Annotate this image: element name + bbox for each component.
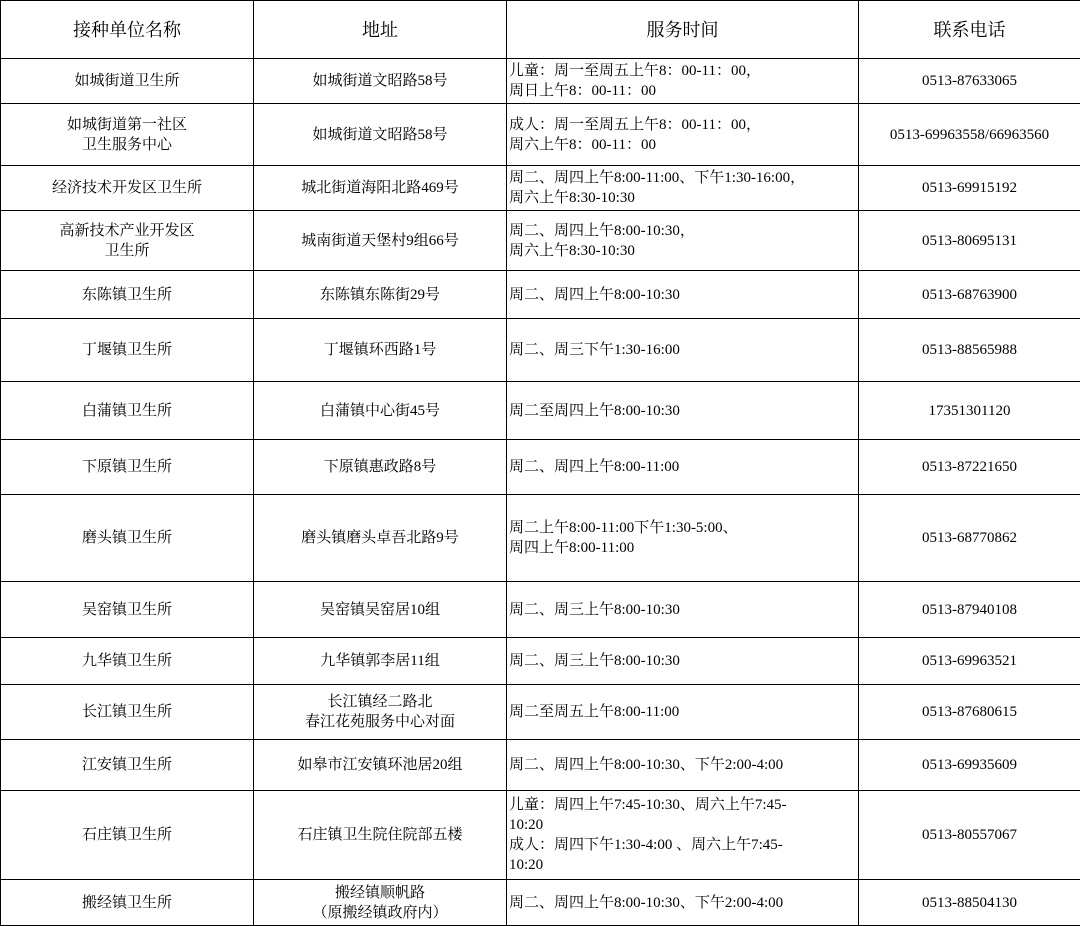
header-site-name: 接种单位名称	[1, 1, 254, 59]
service-time-line: 周日上午8：00-11：00	[509, 81, 856, 101]
site-name-line: 搬经镇卫生所	[3, 893, 251, 913]
table-row	[1, 319, 1080, 382]
address-cell	[254, 638, 507, 685]
address-line: （原搬经镇政府内）	[256, 903, 504, 923]
site-name-line: 卫生所	[3, 241, 251, 261]
address-line: 吴窑镇吴窑居10组	[256, 600, 504, 620]
table-row	[1, 440, 1080, 495]
service-time-cell	[507, 582, 859, 638]
service-time-line: 周二、周四上午8:00-10:30，	[509, 221, 856, 241]
table-row	[1, 685, 1080, 740]
site-name-line: 如城街道卫生所	[3, 71, 251, 91]
address-line: 白蒲镇中心街45号	[256, 401, 504, 421]
table-row	[1, 791, 1080, 880]
table-row	[1, 104, 1080, 166]
site-name-cell	[1, 440, 254, 495]
site-name-cell	[1, 740, 254, 791]
service-time-line: 周二至周五上午8:00-11:00	[509, 702, 856, 722]
service-time-line: 周二、周三上午8:00-10:30	[509, 600, 856, 620]
address-cell	[254, 740, 507, 791]
site-name-cell	[1, 59, 254, 104]
table-row	[1, 740, 1080, 791]
address-line: 丁堰镇环西路1号	[256, 340, 504, 360]
address-line: 如城街道文昭路58号	[256, 125, 504, 145]
service-time-cell	[507, 740, 859, 791]
site-name-cell	[1, 382, 254, 440]
site-name-line: 丁堰镇卫生所	[3, 340, 251, 360]
phone-cell: 0513-87221650	[859, 440, 1080, 495]
service-time-cell	[507, 319, 859, 382]
phone-cell: 0513-80557067	[859, 791, 1080, 880]
table-row	[1, 59, 1080, 104]
header-address: 地址	[254, 1, 507, 59]
site-name-cell	[1, 638, 254, 685]
address-cell	[254, 271, 507, 319]
service-time-line: 儿童：周一至周五上午8：00-11：00，	[509, 61, 856, 81]
address-line: 东陈镇东陈街29号	[256, 285, 504, 305]
site-name-line: 九华镇卫生所	[3, 651, 251, 671]
phone-cell: 0513-69963558/66963560	[859, 104, 1080, 166]
service-time-line: 周四上午8:00-11:00	[509, 538, 856, 558]
service-time-cell	[507, 638, 859, 685]
header-service-time: 服务时间	[507, 1, 859, 59]
table-row	[1, 880, 1080, 926]
address-cell	[254, 166, 507, 211]
address-cell	[254, 382, 507, 440]
phone-cell: 17351301120	[859, 382, 1080, 440]
phone-cell: 0513-88504130	[859, 880, 1080, 926]
service-time-line: 成人：周一至周五上午8：00-11：00，	[509, 115, 856, 135]
service-time-cell	[507, 880, 859, 926]
service-time-cell	[507, 495, 859, 582]
phone-cell: 0513-68763900	[859, 271, 1080, 319]
address-cell	[254, 59, 507, 104]
address-cell	[254, 440, 507, 495]
address-line: 长江镇经二路北	[256, 692, 504, 712]
address-cell	[254, 791, 507, 880]
table-row	[1, 166, 1080, 211]
address-line: 下原镇惠政路8号	[256, 457, 504, 477]
table-row	[1, 495, 1080, 582]
service-time-line: 周六上午8：00-11：00	[509, 135, 856, 155]
service-time-cell	[507, 685, 859, 740]
service-time-line: 周二、周四上午8:00-10:30	[509, 285, 856, 305]
site-name-cell	[1, 495, 254, 582]
service-time-cell	[507, 166, 859, 211]
site-name-cell	[1, 104, 254, 166]
address-cell	[254, 685, 507, 740]
site-name-line: 江安镇卫生所	[3, 755, 251, 775]
table-row	[1, 382, 1080, 440]
service-time-cell	[507, 440, 859, 495]
phone-cell: 0513-69935609	[859, 740, 1080, 791]
phone-cell: 0513-87940108	[859, 582, 1080, 638]
address-cell	[254, 211, 507, 271]
address-line: 城北街道海阳北路469号	[256, 178, 504, 198]
address-line: 春江花苑服务中心对面	[256, 712, 504, 732]
site-name-line: 石庄镇卫生所	[3, 825, 251, 845]
service-time-line: 周二、周四上午8:00-11:00、下午1:30-16:00，	[509, 168, 856, 188]
service-time-cell	[507, 104, 859, 166]
service-time-line: 周二、周四上午8:00-10:30、下午2:00-4:00	[509, 893, 856, 913]
address-cell	[254, 495, 507, 582]
table-row	[1, 271, 1080, 319]
site-name-cell	[1, 166, 254, 211]
site-name-line: 高新技术产业开发区	[3, 221, 251, 241]
site-name-line: 东陈镇卫生所	[3, 285, 251, 305]
phone-cell: 0513-88565988	[859, 319, 1080, 382]
service-time-line: 成人：周四下午1:30-4:00 、周六上午7:45-	[509, 835, 856, 855]
service-time-line: 10:20	[509, 815, 856, 835]
service-time-line: 周六上午8:30-10:30	[509, 188, 856, 208]
site-name-cell	[1, 271, 254, 319]
address-line: 九华镇郭李居11组	[256, 651, 504, 671]
site-name-line: 下原镇卫生所	[3, 457, 251, 477]
site-name-cell	[1, 685, 254, 740]
table-row	[1, 638, 1080, 685]
site-name-cell	[1, 211, 254, 271]
phone-cell: 0513-80695131	[859, 211, 1080, 271]
site-name-cell	[1, 319, 254, 382]
service-time-cell	[507, 59, 859, 104]
address-cell	[254, 104, 507, 166]
site-name-cell	[1, 582, 254, 638]
service-time-cell	[507, 382, 859, 440]
phone-cell: 0513-69915192	[859, 166, 1080, 211]
site-name-line: 磨头镇卫生所	[3, 528, 251, 548]
site-name-line: 吴窑镇卫生所	[3, 600, 251, 620]
service-time-cell	[507, 271, 859, 319]
service-time-line: 周二、周四上午8:00-11:00	[509, 457, 856, 477]
phone-cell: 0513-68770862	[859, 495, 1080, 582]
address-line: 搬经镇顺帆路	[256, 883, 504, 903]
table-row	[1, 211, 1080, 271]
service-time-line: 周六上午8:30-10:30	[509, 241, 856, 261]
service-time-line: 周二、周四上午8:00-10:30、下午2:00-4:00	[509, 755, 856, 775]
service-time-cell	[507, 211, 859, 271]
address-line: 城南街道天堡村9组66号	[256, 231, 504, 251]
site-name-cell	[1, 791, 254, 880]
header-phone: 联系电话	[859, 1, 1080, 59]
address-line: 如皋市江安镇环池居20组	[256, 755, 504, 775]
phone-cell: 0513-87633065	[859, 59, 1080, 104]
service-time-line: 周二上午8:00-11:00下午1:30-5:00、	[509, 518, 856, 538]
service-time-cell	[507, 791, 859, 880]
address-cell	[254, 582, 507, 638]
site-name-line: 长江镇卫生所	[3, 702, 251, 722]
address-line: 石庄镇卫生院住院部五楼	[256, 825, 504, 845]
phone-cell: 0513-87680615	[859, 685, 1080, 740]
site-name-line: 如城街道第一社区	[3, 115, 251, 135]
service-time-line: 儿童：周四上午7:45-10:30、周六上午7:45-	[509, 795, 856, 815]
address-cell	[254, 880, 507, 926]
service-time-line: 10:20	[509, 855, 856, 875]
address-cell	[254, 319, 507, 382]
address-line: 如城街道文昭路58号	[256, 71, 504, 91]
site-name-line: 经济技术开发区卫生所	[3, 178, 251, 198]
phone-cell: 0513-69963521	[859, 638, 1080, 685]
address-line: 磨头镇磨头卓吾北路9号	[256, 528, 504, 548]
site-name-line: 卫生服务中心	[3, 135, 251, 155]
header-row	[1, 1, 1080, 59]
table-row	[1, 582, 1080, 638]
service-time-line: 周二至周四上午8:00-10:30	[509, 401, 856, 421]
site-name-cell	[1, 880, 254, 926]
service-time-line: 周二、周三下午1:30-16:00	[509, 340, 856, 360]
site-name-line: 白蒲镇卫生所	[3, 401, 251, 421]
service-time-line: 周二、周三上午8:00-10:30	[509, 651, 856, 671]
